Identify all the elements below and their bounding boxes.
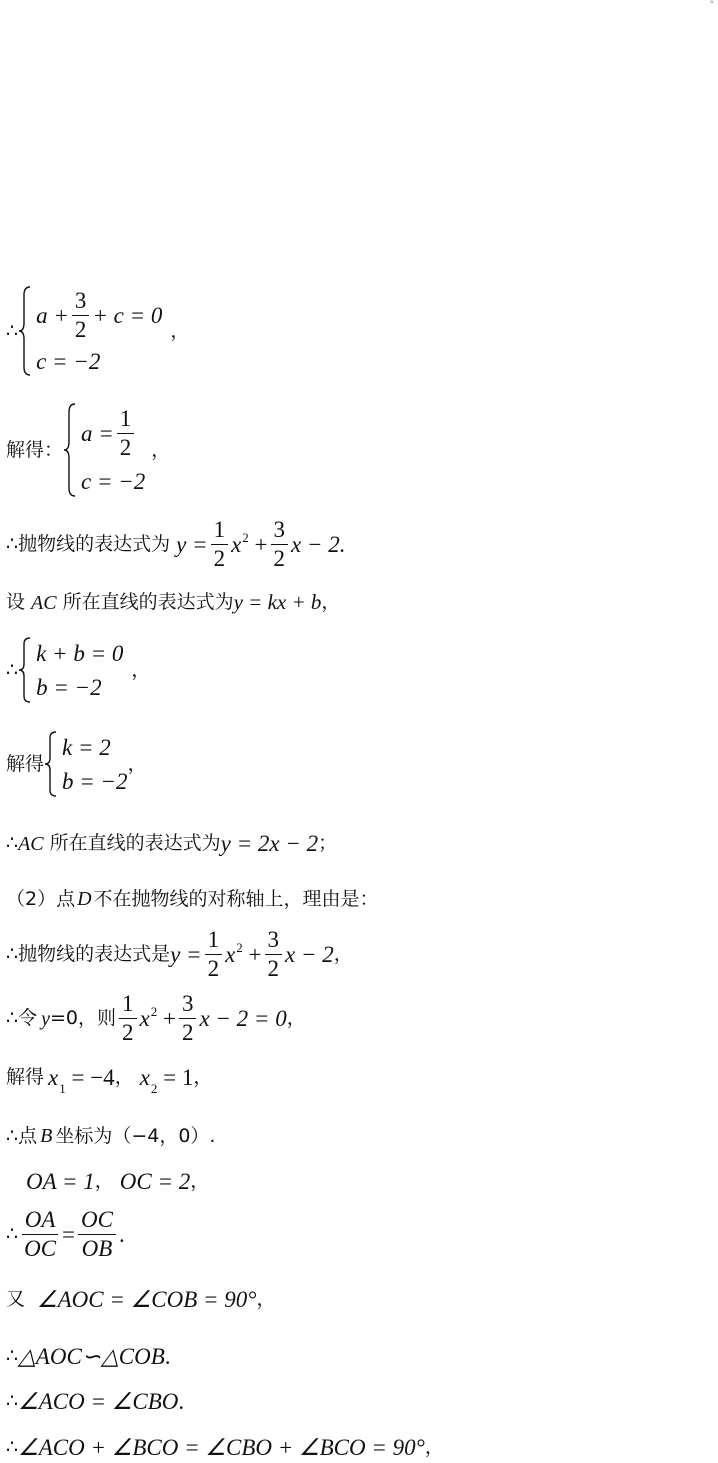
operator: +: [242, 942, 262, 968]
text: 解得: [6, 1066, 45, 1088]
punctuation: .: [178, 1389, 185, 1414]
eq-part: x − 2 = 0: [199, 1006, 287, 1032]
solve-label: 解得：: [6, 438, 64, 461]
punctuation: ，: [286, 1007, 306, 1030]
fraction: $\frac{3}{2}$: [265, 928, 283, 981]
point-b: [6, 1126, 215, 1146]
eq-part: OC = 2: [119, 1169, 191, 1194]
text: 所在直线的表达式为: [49, 832, 221, 854]
fraction: $\frac{3}{2}$: [179, 992, 197, 1045]
variable: D: [77, 888, 92, 910]
fraction: $\frac{1}{2}$: [117, 407, 135, 460]
punctuation: ，: [94, 1170, 114, 1192]
operator: +: [248, 532, 268, 558]
text: 所在直线的表达式为: [62, 591, 234, 613]
left-brace-icon: [63, 402, 77, 498]
fraction: $\frac{1}{2}$: [205, 928, 223, 981]
punctuation: ，: [114, 1066, 134, 1088]
corner-mark: °: [709, 0, 714, 10]
text: ∴抛物线的表达式是: [6, 943, 171, 966]
fraction: $\frac{OA}{OC}$: [21, 1208, 59, 1261]
variable: x: [139, 1065, 150, 1090]
eq-part: + c = 0: [92, 303, 163, 329]
text: =0，则: [49, 1007, 116, 1030]
system-solution-1: [6, 402, 170, 498]
variable: x: [225, 942, 236, 968]
fraction: $\frac{1}{2}$: [119, 992, 137, 1045]
left-brace-icon: [18, 285, 32, 377]
therefore-symbol: ∴: [6, 1223, 19, 1246]
fraction: $\frac{1}{2}$: [211, 518, 229, 571]
system-equations-2: [6, 636, 150, 704]
variable: x: [231, 532, 242, 558]
solve-label: 解得: [6, 752, 45, 775]
similar-triangles: [6, 1345, 171, 1368]
eq-part: ∠ACO + ∠BCO = ∠CBO + ∠BCO = 90°: [18, 1435, 425, 1460]
parabola-expression-2: [6, 928, 353, 981]
punctuation: .: [118, 1222, 125, 1248]
eq-row: b = −2: [62, 768, 128, 794]
eq-part: = −4: [65, 1065, 115, 1090]
eq-part: y = 2x − 2: [220, 831, 319, 856]
system-equations-1: [6, 285, 189, 377]
variable: x: [48, 1065, 59, 1090]
fraction: $\frac{3}{2}$: [72, 289, 90, 342]
punctuation: ，: [170, 319, 190, 342]
set-line-ac: [6, 592, 340, 613]
angle-sum: [6, 1436, 444, 1459]
punctuation: ；: [318, 832, 338, 854]
left-brace-icon: [44, 730, 58, 798]
variable: B: [40, 1125, 53, 1147]
eq-row: c = −2: [81, 469, 146, 495]
punctuation: .: [164, 1344, 171, 1369]
eq-part: x − 2: [285, 942, 334, 968]
punctuation: ，: [131, 658, 151, 681]
punctuation: ，: [321, 591, 341, 613]
text: 又: [6, 1288, 26, 1310]
part-2-heading: [6, 889, 379, 909]
variable: y: [41, 1007, 50, 1030]
text: 坐标为（−4，0）.: [55, 1124, 216, 1147]
text: ∴抛物线的表达式为: [6, 533, 171, 556]
punctuation: ，: [193, 1066, 213, 1088]
operator: =: [62, 1222, 76, 1248]
ac-expression: [6, 832, 337, 855]
therefore-symbol: ∴: [6, 1390, 19, 1412]
exponent: 2: [242, 530, 249, 546]
text: （2）点: [6, 887, 76, 910]
punctuation: ，: [424, 1436, 444, 1458]
therefore-symbol: ∴: [6, 1436, 19, 1458]
operator: +: [157, 1006, 176, 1032]
eq-part: y = kx + b: [233, 590, 322, 614]
punctuation: ，: [256, 1288, 276, 1310]
punctuation: ，: [190, 1170, 210, 1192]
punctuation: ，: [333, 943, 353, 966]
text: ∴令: [6, 1007, 38, 1030]
exponent: 2: [150, 1004, 158, 1020]
lengths: [26, 1170, 209, 1193]
equal-angles: [6, 1390, 184, 1413]
eq-part: ∠ACO = ∠CBO: [18, 1389, 179, 1414]
eq-part: y =: [170, 942, 202, 968]
therefore-symbol: ∴: [6, 658, 19, 681]
text: ∴点: [6, 1124, 38, 1147]
eq-row: k = 2: [62, 734, 111, 760]
parabola-expression: [6, 518, 346, 571]
punctuation: ，: [151, 438, 171, 461]
eq-part: △AOC∽△COB: [18, 1344, 165, 1369]
therefore-symbol: ∴: [6, 832, 19, 854]
left-brace-icon: [18, 636, 32, 704]
punctuation: ，: [127, 752, 147, 775]
eq-part: x − 2.: [291, 532, 346, 558]
fraction: $\frac{3}{2}$: [271, 518, 289, 571]
exponent: 2: [236, 940, 243, 956]
variable: AC: [31, 591, 57, 614]
eq-part: OA = 1: [26, 1169, 95, 1194]
fraction: $\frac{OC}{OB}$: [78, 1208, 116, 1261]
roots: [6, 1065, 213, 1096]
eq-part: ∠AOC = ∠COB = 90°: [37, 1287, 257, 1312]
eq-part: a +: [36, 303, 69, 329]
eq-row: k + b = 0: [36, 640, 124, 666]
system-solution-2: [6, 730, 147, 798]
text: 不在抛物线的对称轴上，理由是：: [93, 887, 379, 910]
subscript: 2: [150, 1081, 158, 1096]
eq-row: b = −2: [36, 674, 102, 700]
ratio: [6, 1208, 125, 1261]
set-y-zero: [6, 992, 306, 1045]
therefore-symbol: ∴: [6, 319, 19, 342]
variable: x: [139, 1006, 150, 1032]
variable: AC: [18, 832, 44, 855]
therefore-symbol: ∴: [6, 1345, 19, 1367]
eq-part: = 1: [157, 1065, 194, 1090]
subscript: 1: [59, 1081, 66, 1096]
text: 设: [6, 591, 26, 613]
eq-part: y =: [176, 532, 208, 558]
eq-part: a =: [81, 421, 114, 447]
angles-right: [6, 1288, 276, 1311]
eq-row: c = −2: [36, 349, 101, 375]
